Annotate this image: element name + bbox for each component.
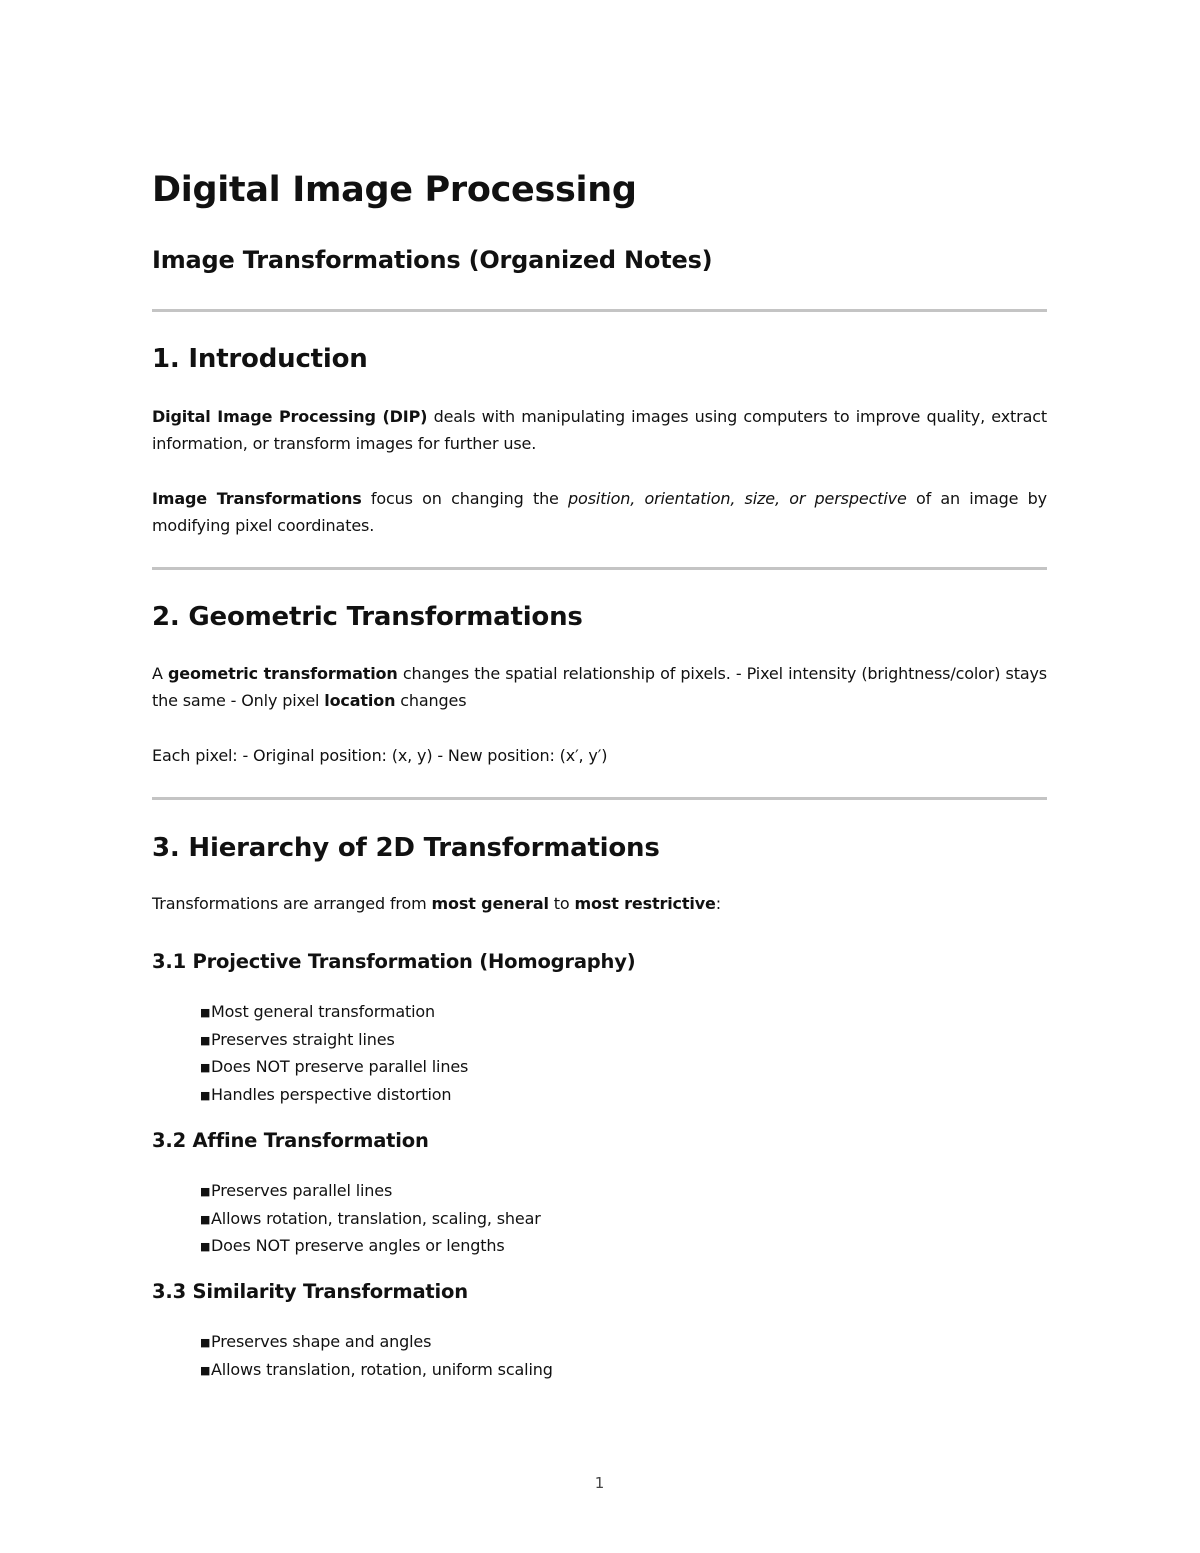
paragraph-text: Transformations are arranged from <box>152 894 432 913</box>
bullet-icon: ■ <box>200 1185 211 1198</box>
bold-term: geometric transformation <box>168 664 398 683</box>
document-page <box>152 0 1047 1553</box>
intro-paragraph-transformations <box>152 486 1047 539</box>
bullet-icon: ■ <box>200 1363 211 1377</box>
list-item: ■Preserves shape and angles <box>200 1329 553 1357</box>
list-item: ■Preserves parallel lines <box>200 1178 541 1206</box>
paragraph-text: deals with manipulating images using computers to improve quality, extract information, or transform images for further use. <box>152 407 1047 453</box>
paragraph-text: : <box>715 894 721 913</box>
bullet-icon: ■ <box>200 1061 211 1074</box>
bold-term: Digital Image Processing (DIP) <box>152 407 428 426</box>
document-title: Digital Image Processing <box>152 170 637 210</box>
affine-bullet-list <box>200 1178 541 1261</box>
bullet-icon: ■ <box>200 1088 211 1102</box>
subsection-heading-projective: 3.1 Projective Transformation (Homography) <box>152 950 636 973</box>
bold-term: most restrictive <box>574 894 716 913</box>
bold-term: location <box>324 690 396 710</box>
list-item: ■Most general transformation <box>200 999 468 1027</box>
list-item: ■Does NOT preserve angles or lengths <box>200 1233 541 1261</box>
section-heading-geometric: 2. Geometric Transformations <box>152 602 583 632</box>
page-number: 1 <box>594 1474 605 1492</box>
hierarchy-intro-paragraph <box>152 891 1047 918</box>
list-item: ■Allows rotation, translation, scaling, shear <box>200 1206 541 1234</box>
list-item: ■Handles perspective distortion <box>200 1082 468 1110</box>
section-divider <box>152 797 1047 800</box>
subsection-heading-affine: 3.2 Affine Transformation <box>152 1129 429 1152</box>
bullet-icon: ■ <box>200 1240 211 1253</box>
geometric-paragraph-definition <box>152 661 1047 714</box>
list-item: ■Allows translation, rotation, uniform scaling <box>200 1357 553 1385</box>
section-divider <box>152 309 1047 312</box>
section-heading-hierarchy: 3. Hierarchy of 2D Transformations <box>152 833 660 863</box>
bold-term: most general <box>431 894 549 913</box>
paragraph-text: A <box>152 664 168 683</box>
subsection-heading-similarity: 3.3 Similarity Transformation <box>152 1280 468 1303</box>
bullet-icon: ■ <box>200 1033 211 1047</box>
paragraph-text: changes <box>395 690 467 710</box>
projective-bullet-list <box>200 999 468 1109</box>
similarity-bullet-list <box>200 1329 553 1384</box>
italic-text: position, orientation, size, or perspective <box>568 489 907 508</box>
bullet-icon: ■ <box>200 1006 211 1019</box>
list-item: ■Preserves straight lines <box>200 1027 468 1055</box>
geometric-paragraph-pixel: Each pixel: - Original position: (x, y) - New position: (x′, y′) <box>152 746 608 765</box>
document-subtitle: Image Transformations (Organized Notes) <box>152 246 713 274</box>
bullet-icon: ■ <box>200 1336 211 1349</box>
bullet-icon: ■ <box>200 1212 211 1226</box>
list-item: ■Does NOT preserve parallel lines <box>200 1054 468 1082</box>
section-divider <box>152 567 1047 570</box>
bold-term: Image Transformations <box>152 489 362 508</box>
paragraph-text: of an image by modifying pixel coordinates. <box>152 489 1047 535</box>
paragraph-text: changes the spatial relationship of pixels. - Pixel intensity (brightness/color) stays the same - Only pixel <box>152 664 1047 710</box>
intro-paragraph-dip <box>152 404 1047 457</box>
paragraph-text: focus on changing the <box>361 489 569 508</box>
paragraph-text: to <box>548 894 575 913</box>
section-heading-introduction: 1. Introduction <box>152 344 368 374</box>
